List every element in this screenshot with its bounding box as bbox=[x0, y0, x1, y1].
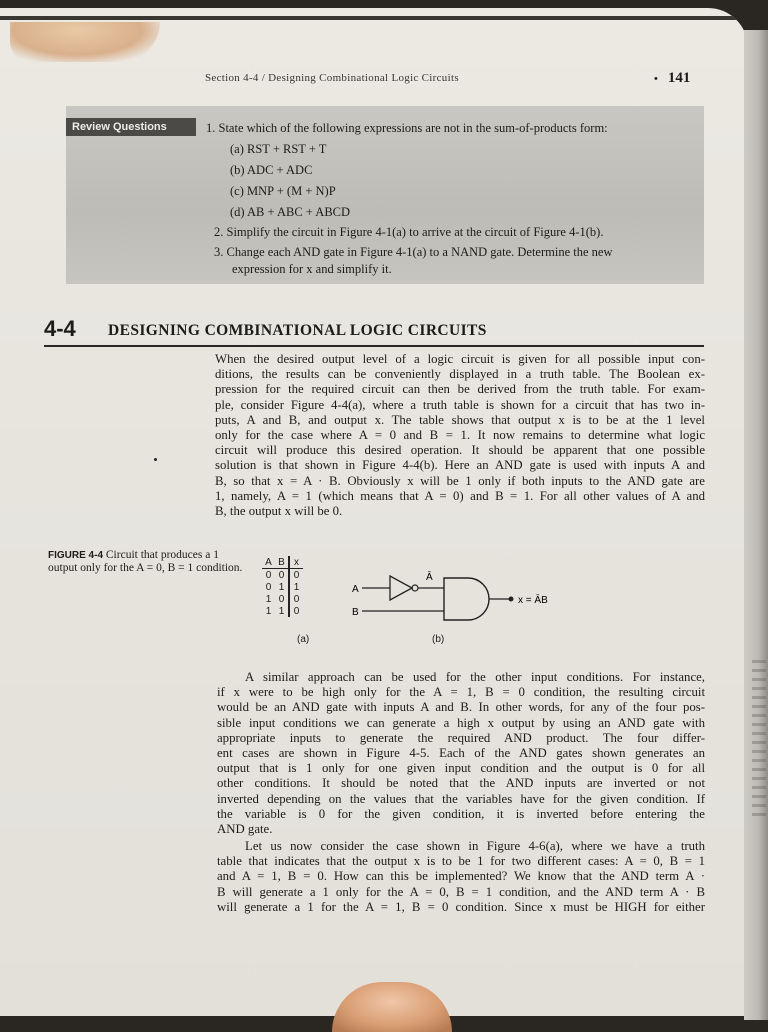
running-head: Section 4-4 / Designing Combinational Logic Circuits bbox=[205, 72, 459, 84]
cell-x: 0 bbox=[289, 593, 303, 605]
table-row bbox=[262, 581, 303, 593]
logic-circuit bbox=[348, 564, 578, 624]
output-expression: x = ĀB bbox=[518, 595, 548, 606]
textbook-page bbox=[0, 8, 748, 1016]
page-number-block bbox=[654, 70, 690, 87]
inverter-gate bbox=[390, 576, 412, 600]
review-q1d: (d) AB + ABC + ABCD bbox=[230, 205, 351, 219]
cell-b: 0 bbox=[278, 593, 285, 605]
paragraph-1 bbox=[215, 352, 705, 519]
review-q1b: (b) ADC + ADC bbox=[230, 163, 313, 177]
review-q1-intro: 1. State which of the following expressions are not in the sum-of-products form: bbox=[206, 121, 608, 135]
cell-a: 0 bbox=[265, 581, 272, 593]
truth-table-head-a: A bbox=[262, 556, 275, 569]
cell-a: 1 bbox=[265, 593, 272, 605]
review-questions-tab: Review Questions bbox=[66, 118, 196, 136]
review-q3-line1: 3. Change each AND gate in Figure 4-1(a) to a NAND gate. Determine the new bbox=[214, 245, 613, 259]
para2-line: would be an AND gate with inputs A and B. In other words, for any of the four pos- bbox=[217, 700, 705, 715]
paragraph-2 bbox=[217, 670, 705, 837]
inverter-output-label: Ā bbox=[426, 572, 433, 583]
review-q1a: (a) RST + RST + T bbox=[230, 142, 327, 156]
table-row bbox=[262, 593, 303, 605]
output-node bbox=[509, 597, 514, 602]
para2-line: inverted depending on the values that the variables have for the given condition. If bbox=[217, 791, 705, 806]
figure-caption bbox=[48, 549, 248, 575]
review-q2: 2. Simplify the circuit in Figure 4-1(a) to arrive at the circuit of Figure 4-1(b). bbox=[214, 225, 604, 239]
para3-line: and A = 1, B = 0. How can this be implemented? We know that the AND term A · bbox=[217, 869, 705, 884]
bullet-dot bbox=[154, 458, 157, 461]
facing-page-text bbox=[752, 660, 766, 820]
input-b-label: B bbox=[352, 607, 359, 618]
para3-line: Let us now consider the case shown in Figure 4-6(a), where we have a truth bbox=[245, 839, 705, 853]
cell-x: 0 bbox=[289, 605, 303, 617]
para2-line: ent cases are shown in Figure 4-5. Each of the AND gates shown generates an bbox=[217, 746, 705, 761]
cell-a: 1 bbox=[265, 605, 272, 617]
para2-line: A similar approach can be used for the other input conditions. For instance, bbox=[245, 670, 705, 684]
cell-a: 0 bbox=[265, 569, 272, 581]
para1-line: When the desired output level of a logic circuit is given for all possible input con- bbox=[215, 352, 705, 366]
para2-line: if x were to be high only for the A = 1, B = 0 condition, the resulting circuit bbox=[217, 685, 705, 700]
para2-line: other conditions. It should be noted that the AND inputs are inverted or not bbox=[217, 776, 705, 791]
para3-line: B will generate a 1 only for the A = 0, B = 1 condition, and the AND term A · B bbox=[217, 884, 705, 899]
table-row bbox=[262, 605, 303, 617]
para1-line: only for the case where A = 0 and B = 1. It now remains to determine what logic bbox=[215, 428, 705, 443]
book-page-edge bbox=[744, 30, 768, 1020]
section-number: 4-4 bbox=[44, 316, 76, 341]
cell-b: 1 bbox=[278, 581, 285, 593]
table-row bbox=[262, 569, 303, 582]
para1-line: pression for the required circuit can then be derived from the truth table. For exam- bbox=[215, 382, 705, 397]
page-bullet: • bbox=[654, 73, 658, 85]
para2-line: AND gate. bbox=[217, 822, 273, 837]
truth-table-header bbox=[262, 556, 303, 569]
figure-label-b: (b) bbox=[432, 634, 445, 645]
para1-line: puts, A and B, and output x. The table shows that output x is to be at the 1 level bbox=[215, 412, 705, 427]
cell-b: 0 bbox=[278, 569, 285, 581]
page-number: 141 bbox=[667, 70, 691, 86]
review-q1c: (c) MNP + (M + N)P bbox=[230, 184, 336, 198]
para1-line: 1, namely, A = 1 (which means that A = 0) and B = 1. For all other values of A and bbox=[215, 488, 705, 503]
review-q3-line2: expression for x and simplify it. bbox=[232, 262, 392, 276]
truth-table bbox=[262, 556, 303, 617]
page-top-border bbox=[0, 16, 748, 20]
para2-line: output that is 1 only for one given input condition and the output is 0 for all bbox=[217, 761, 705, 776]
figure-caption-text: Circuit that produces a 1 output only for the A = 0, B = 1 condition. bbox=[48, 549, 243, 574]
truth-table-head-x: x bbox=[289, 556, 303, 569]
para2-line: sible input conditions we can generate a high x output by using an AND gate with bbox=[217, 715, 705, 730]
thumb-top-left bbox=[10, 22, 160, 62]
para2-line: the variable is 0 for the given condition, it is inverted before entering the bbox=[217, 806, 705, 821]
paragraph-3 bbox=[217, 839, 705, 915]
section-title: DESIGNING COMBINATIONAL LOGIC CIRCUITS bbox=[108, 322, 487, 339]
para2-line: appropriate inputs to generate the required AND product. The four differ- bbox=[217, 730, 705, 745]
cell-x: 0 bbox=[289, 569, 303, 582]
cell-x: 1 bbox=[289, 581, 303, 593]
figure-label-a: (a) bbox=[297, 634, 310, 645]
truth-table-head-b: B bbox=[275, 556, 289, 569]
para1-line: ple, consider Figure 4-4(a), where a truth table is shown for a circuit that has two in- bbox=[215, 397, 705, 412]
input-a-label: A bbox=[352, 584, 359, 595]
para1-line: circuit will produce this desired operation. It should be apparent that one possible bbox=[215, 443, 705, 458]
para1-line: B, so that x = A · B. Obviously x will be 1 only if both inputs to the AND gate are bbox=[215, 473, 705, 488]
para3-line: table that indicates that the output x is to be 1 for two different cases: A = 0, B = 1 bbox=[217, 854, 705, 869]
section-rule bbox=[44, 345, 704, 347]
cell-b: 1 bbox=[278, 605, 285, 617]
para1-line: ditions, the results can be conveniently displayed in a truth table. The Boolean ex- bbox=[215, 367, 705, 382]
para1-line: B, the output x will be 0. bbox=[215, 504, 343, 519]
and-gate bbox=[444, 578, 489, 620]
figure-caption-label: FIGURE 4-4 bbox=[48, 550, 104, 561]
para1-line: solution is that shown in Figure 4-4(b). Here an AND gate is used with inputs A and bbox=[215, 458, 705, 473]
para3-line: will generate a 1 for the A = 1, B = 0 condition. Since x must be HIGH for either bbox=[217, 899, 705, 914]
